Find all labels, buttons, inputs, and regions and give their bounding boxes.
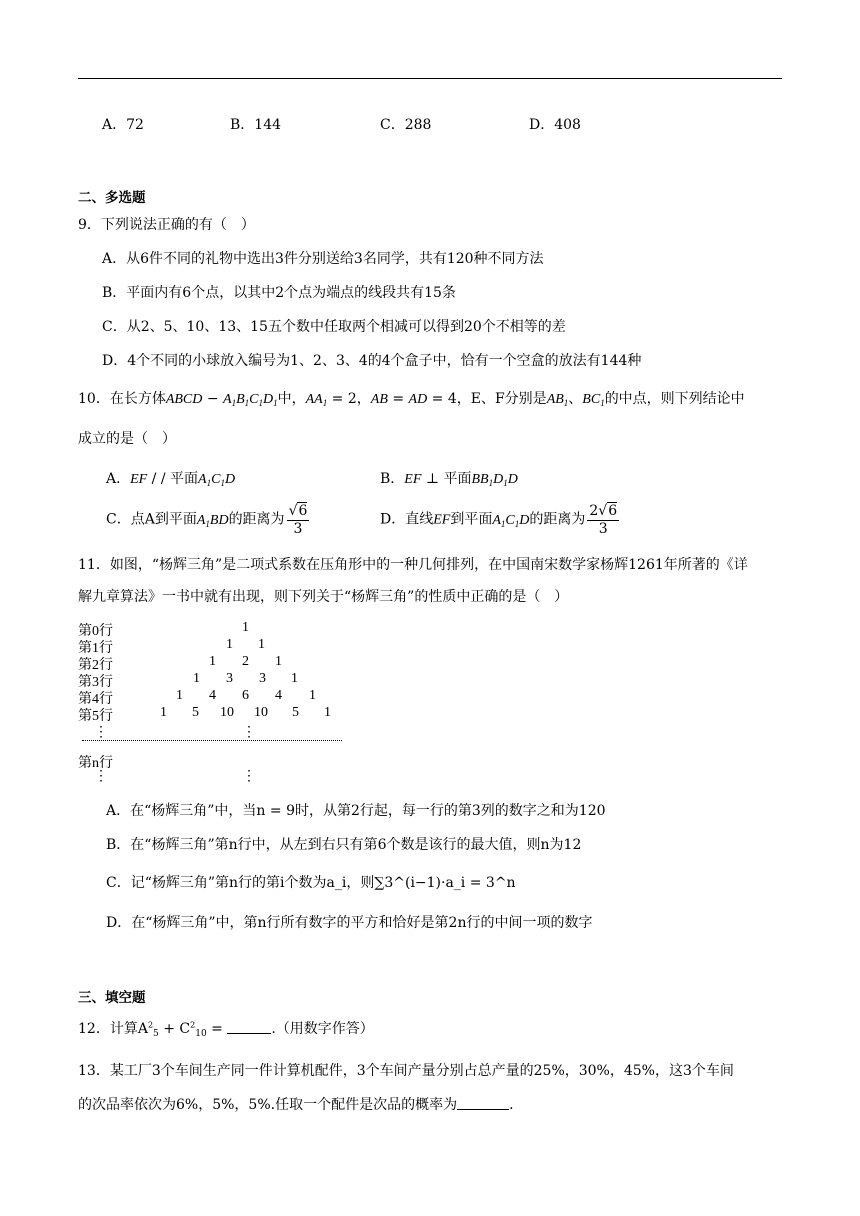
q9-option-d: D．4个不同的小球放入编号为1、2、3、4的4个盒子中，恰有一个空盒的放法有144种 [102, 353, 642, 369]
q13-answer-blank[interactable] [457, 1109, 509, 1110]
tri-cell: 10 [254, 705, 268, 720]
tri-cell: 3 [259, 671, 266, 686]
tri-cell: 1 [209, 654, 216, 669]
yanghui-triangle [78, 618, 358, 788]
q11-option-a: A．在“杨辉三角”中，当n = 9时，从第2行起，每一行的第3列的数字之和为120 [106, 803, 606, 819]
q10-option-d: D．直线EF到平面$A_1C_1D$的距离为 $\frac{2√6}{3}$ [380, 503, 618, 537]
tri-cell: 3 [226, 671, 233, 686]
tri-cell: 1 [242, 620, 249, 635]
q12-answer-blank[interactable] [227, 1033, 271, 1034]
tri-cell: 5 [192, 705, 199, 720]
q11-stem-line1: 11．如图，“杨辉三角”是二项式系数在压角形中的一种几何排列，在中国南宋数学家杨辉1261年所著的《详 [78, 557, 748, 573]
q9-option-c: C．从2、5、10、13、15五个数中任取两个相减可以得到20个不相等的差 [102, 319, 566, 335]
q10-stem-line1: 10．在长方体ABCD − $A_1B_1C_1D_1$中，$AA_1 = 2$，AB = AD = 4，E、F分别是$AB_1$、$BC_1$的中点，则下列结论中 [78, 391, 745, 408]
vdots-left: ⋮ [94, 725, 108, 740]
vdots-right: ⋮ [242, 725, 256, 740]
fraction-2sqrt6-over-3: $\frac{2√6}{3}$ [589, 503, 618, 537]
tri-cell: 1 [324, 705, 331, 720]
q10-option-a: A．EF / / 平面$A_1C_1D$ [106, 471, 236, 488]
tri-cell: 1 [176, 688, 183, 703]
row-label-2: 第2行 [78, 658, 113, 673]
tri-cell: 4 [275, 688, 282, 703]
tri-cell: 4 [209, 688, 216, 703]
q8-option-c: C．288 [380, 117, 432, 133]
vdots-right-2: ⋮ [242, 769, 256, 784]
q8-option-a: A．72 [102, 117, 144, 133]
q11-option-c: C．记“杨辉三角”第n行的第i个数为a_i，则∑3^(i−1)·a_i = 3^n [106, 875, 516, 891]
q10-option-b: B．EF ⊥ 平面$BB_1D_1D$ [380, 471, 518, 488]
q11-option-d: D．在“杨辉三角”中，第n行所有数字的平方和恰好是第2n行的中间一项的数字 [106, 915, 593, 931]
tri-cell: 1 [160, 705, 167, 720]
row-label-1: 第1行 [78, 641, 113, 656]
tri-cell: 5 [292, 705, 299, 720]
q10-stem-line2: 成立的是（ ） [78, 431, 176, 447]
q12: 12．计算$A^2_5 + C^2_{10}$ = .（用数字作答） [78, 1020, 374, 1039]
q11-stem-line2: 解九章算法》一书中就有出现，则下列关于“杨辉三角”的性质中正确的是（ ） [78, 589, 569, 605]
tri-cell: 1 [291, 671, 298, 686]
q13-line2: 的次品率依次为6%，5%，5%.任取一个配件是次品的概率为 . [78, 1097, 514, 1113]
row-label-3: 第3行 [78, 675, 113, 690]
fraction-sqrt6-over-3: $\frac{√6}{3}$ [288, 503, 308, 537]
row-label-5: 第5行 [78, 709, 113, 724]
tri-cell: 1 [226, 637, 233, 652]
dotted-separator [82, 740, 342, 741]
q10-option-c: C．点A到平面$A_1BD$的距离为 $\frac{√6}{3}$ [106, 503, 308, 537]
tri-cell: 10 [220, 705, 234, 720]
tri-cell: 1 [275, 654, 282, 669]
tri-cell: 1 [309, 688, 316, 703]
row-label-n: 第n行 [78, 756, 113, 771]
tri-cell: 2 [242, 654, 249, 669]
q11-option-b: B．在“杨辉三角”第n行中，从左到右只有第6个数是该行的最大值，则n为12 [106, 837, 582, 853]
q13-line1: 13．某工厂3个车间生产同一件计算机配件，3个车间产量分别占总产量的25%，30%，45%，这3个车间 [78, 1063, 734, 1079]
q8-option-d: D．408 [529, 117, 581, 133]
vdots-left-2: ⋮ [94, 769, 108, 784]
section-fill-in: 三、填空题 [78, 990, 146, 1006]
row-label-4: 第4行 [78, 692, 113, 707]
q9-stem: 9．下列说法正确的有（ ） [78, 217, 255, 233]
section-multi-choice: 二、多选题 [78, 190, 146, 206]
tri-cell: 6 [242, 688, 249, 703]
header-rule [78, 78, 782, 79]
q8-option-b: B．144 [230, 117, 282, 133]
tri-cell: 1 [193, 671, 200, 686]
q9-option-b: B．平面内有6个点，以其中2个点为端点的线段共有15条 [102, 285, 456, 301]
tri-cell: 1 [258, 637, 265, 652]
row-label-0: 第0行 [78, 624, 113, 639]
q9-option-a: A．从6件不同的礼物中选出3件分别送给3名同学，共有120种不同方法 [102, 251, 544, 267]
